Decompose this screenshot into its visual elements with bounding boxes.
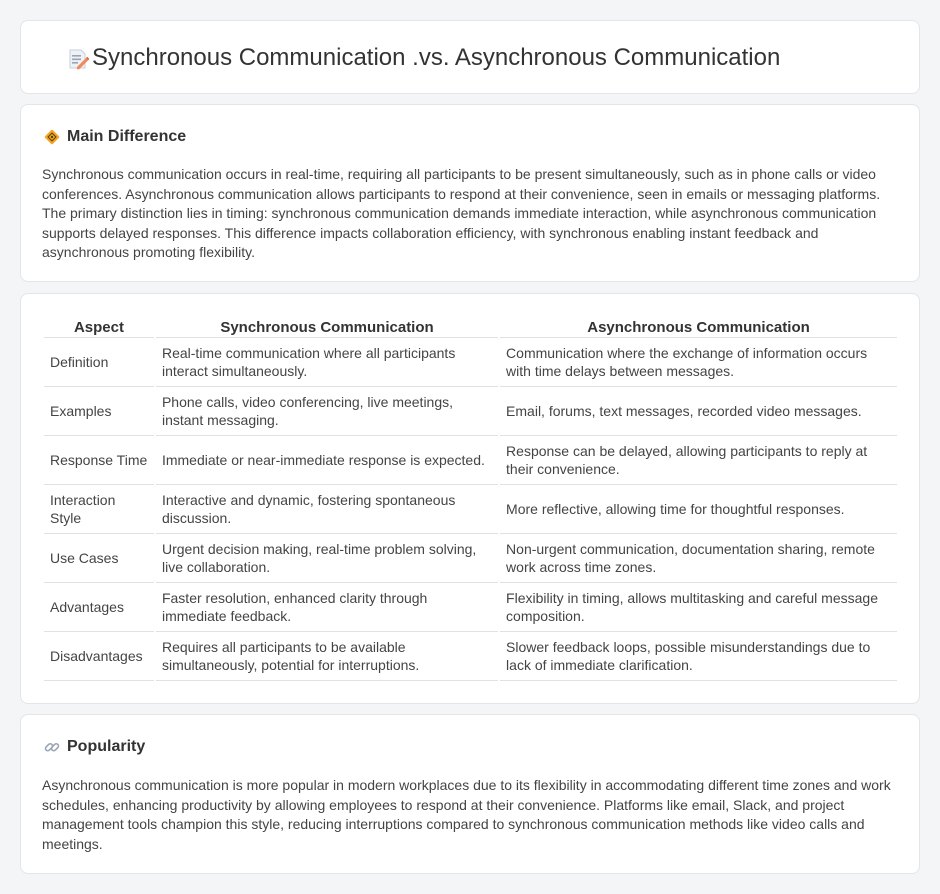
main-difference-card: [20, 104, 920, 282]
asynchronous-cell: Communication where the exchange of information occurs with time delays between messages.: [500, 338, 897, 387]
synchronous-cell: Urgent decision making, real-time problem solving, live collaboration.: [156, 534, 498, 583]
table-row: [44, 436, 897, 485]
synchronous-cell: Faster resolution, enhanced clarity through immediate feedback.: [156, 583, 498, 632]
popularity-text: Asynchronous communication is more popular in modern workplaces due to its flexibility in accommodating different time zones and work schedules, enhancing productivity by allowing employees to respond at their convenience. Platforms like email, Slack, and project management tools champion this style, reducing interruptions compared to synchronous communication methods like video calls and meetings.: [42, 777, 891, 852]
asynchronous-cell: Slower feedback loops, possible misunderstandings due to lack of immediate clarification.: [500, 632, 897, 681]
main-difference-title: Main Difference: [67, 128, 187, 145]
column-header-aspect: Aspect: [44, 316, 154, 338]
asynchronous-cell: Response can be delayed, allowing participants to reply at their convenience.: [500, 436, 897, 485]
aspect-cell: Interaction Style: [44, 485, 154, 534]
table-header-row: [44, 316, 897, 338]
asynchronous-cell: Flexibility in timing, allows multitasking and careful message composition.: [500, 583, 897, 632]
table-row: [44, 387, 897, 436]
column-header-asynchronous: Asynchronous Communication: [500, 316, 897, 338]
synchronous-cell: Real-time communication where all participants interact simultaneously.: [156, 338, 498, 387]
aspect-cell: Use Cases: [44, 534, 154, 583]
aspect-cell: Definition: [44, 338, 154, 387]
popularity-card: [20, 714, 920, 874]
diamond-sign-icon: [43, 128, 61, 146]
asynchronous-cell: More reflective, allowing time for thoughtful responses.: [500, 485, 897, 534]
table-row: [44, 583, 897, 632]
column-header-synchronous: Synchronous Communication: [156, 316, 498, 338]
document-edit-icon: [67, 48, 89, 70]
table-row: [44, 338, 897, 387]
link-icon: [43, 738, 61, 756]
asynchronous-cell: Email, forums, text messages, recorded video messages.: [500, 387, 897, 436]
page-title: Synchronous Communication .vs. Asynchronous Communication: [92, 44, 781, 71]
synchronous-cell: Immediate or near-immediate response is expected.: [156, 436, 498, 485]
aspect-cell: Response Time: [44, 436, 154, 485]
comparison-table: [42, 316, 899, 681]
aspect-cell: Disadvantages: [44, 632, 154, 681]
table-row: [44, 632, 897, 681]
table-row: [44, 485, 897, 534]
aspect-cell: Examples: [44, 387, 154, 436]
asynchronous-cell: Non-urgent communication, documentation sharing, remote work across time zones.: [500, 534, 897, 583]
main-difference-text: Synchronous communication occurs in real-time, requiring all participants to be present simultaneously, such as in phone calls or video conferences. Asynchronous communication allows participants to respond at their convenience, seen in emails or messaging platforms. The primary distinction lies in timing: synchronous communication demands immediate interaction, while asynchronous communication supports delayed responses. This difference impacts collaboration efficiency, with synchronous enabling instant feedback and asynchronous promoting flexibility.: [42, 166, 881, 260]
aspect-cell: Advantages: [44, 583, 154, 632]
synchronous-cell: Requires all participants to be available simultaneously, potential for interruptions.: [156, 632, 498, 681]
table-row: [44, 534, 897, 583]
header-card: [20, 20, 920, 94]
synchronous-cell: Interactive and dynamic, fostering spontaneous discussion.: [156, 485, 498, 534]
synchronous-cell: Phone calls, video conferencing, live meetings, instant messaging.: [156, 387, 498, 436]
comparison-card: [20, 293, 920, 704]
popularity-heading: [43, 738, 145, 756]
main-difference-heading: [43, 128, 186, 146]
popularity-title: Popularity: [67, 738, 146, 755]
